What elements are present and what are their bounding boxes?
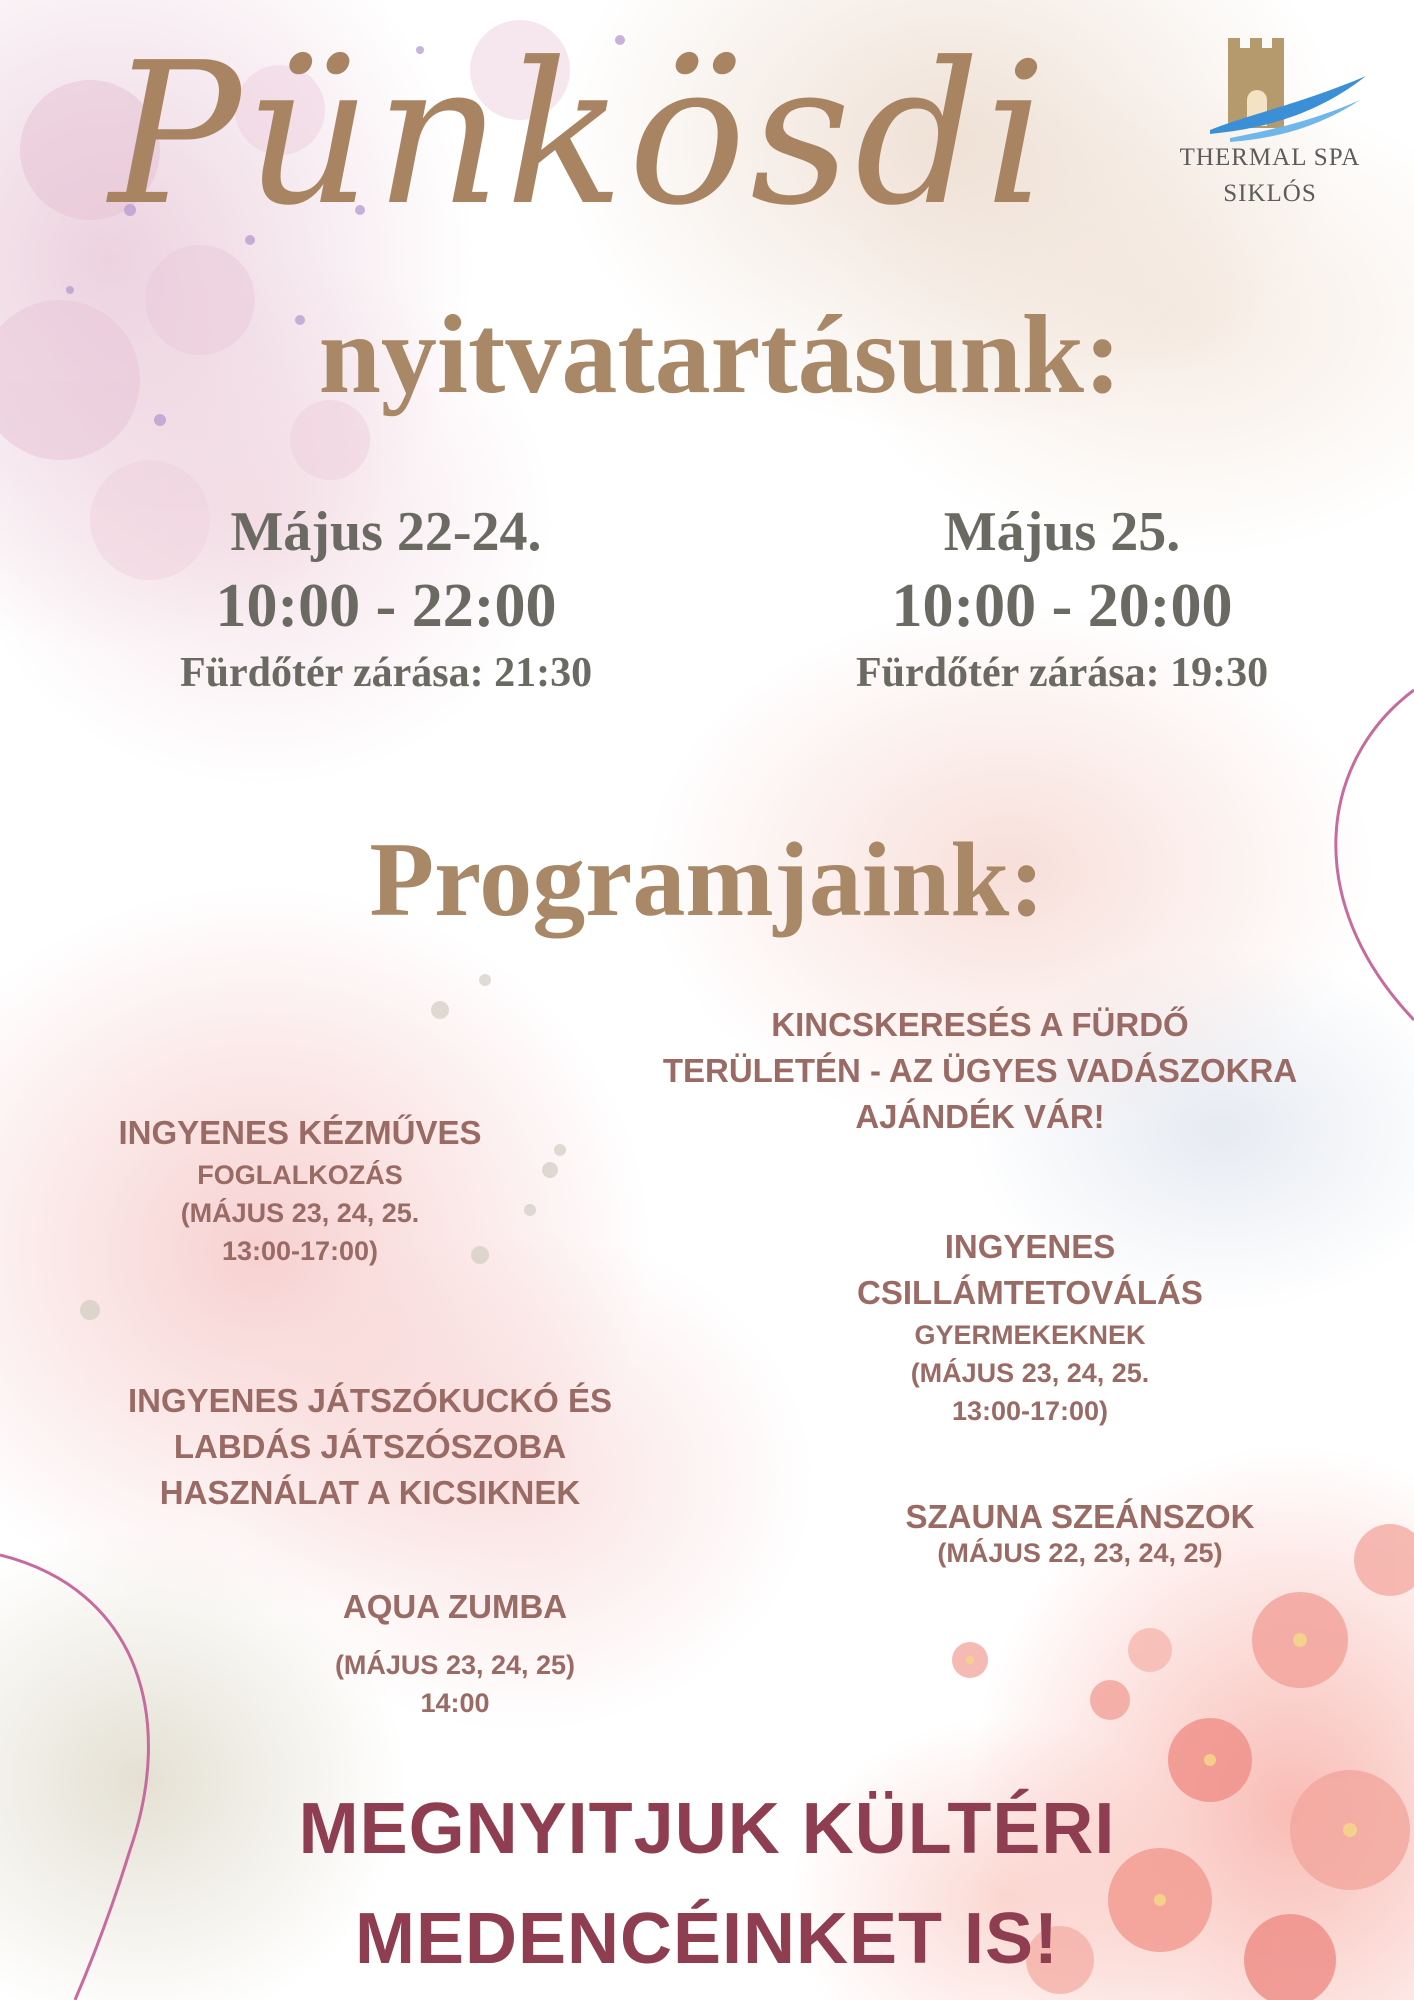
- logo-line1: THERMAL SPA: [1179, 144, 1361, 171]
- program-line: TERÜLETÉN - AZ ÜGYES VADÁSZOKRA: [662, 1052, 1298, 1089]
- program-line: KINCSKERESÉS A FÜRDŐ: [771, 1006, 1189, 1043]
- program-line: INGYENES JÁTSZÓKUCKÓ ÉS: [127, 1382, 613, 1419]
- program-line: AJÁNDÉK VÁR!: [855, 1098, 1105, 1135]
- hours-date: Május 25.: [943, 501, 1181, 563]
- program-title: AQUA ZUMBA: [342, 1588, 568, 1625]
- hours-closing: Fürdőtér zárása: 19:30: [855, 650, 1269, 696]
- program-line: HASZNÁLAT A KICSIKNEK: [159, 1474, 581, 1511]
- announcement-line: MEDENCÉINKET IS!: [354, 1899, 1060, 1979]
- opening-hours-title: nyitvatartásunk:: [318, 293, 1122, 417]
- thermal-spa-logo: [1170, 34, 1370, 224]
- program-sauna: [820, 1496, 1340, 1568]
- hours-closing: Fürdőtér zárása: 21:30: [179, 650, 593, 696]
- program-time: 14:00: [420, 1688, 490, 1718]
- program-title: INGYENES KÉZMŰVES: [118, 1114, 482, 1151]
- announcement-line: MEGNYITJUK KÜLTÉRI: [298, 1789, 1116, 1869]
- outdoor-pools-announcement: [0, 1774, 1414, 1994]
- program-time: 13:00-17:00): [951, 1396, 1109, 1426]
- hours-block-2: [782, 496, 1342, 702]
- program-title: SZAUNA SZEÁNSZOK: [905, 1498, 1255, 1535]
- program-glitter-tattoo: [770, 1224, 1290, 1430]
- program-playroom: [60, 1378, 680, 1516]
- hours-block-1: [106, 496, 666, 702]
- program-zumba: [230, 1584, 680, 1722]
- logo-line2: SIKLÓS: [1223, 180, 1317, 207]
- program-treasure-hunt: [620, 1002, 1340, 1140]
- program-line: CSILLÁMTETOVÁLÁS: [857, 1274, 1203, 1311]
- program-line: LABDÁS JÁTSZÓSZOBA: [173, 1428, 567, 1465]
- program-crafts: [40, 1110, 560, 1270]
- program-subtitle: GYERMEKEKNEK: [914, 1320, 1146, 1350]
- program-dates: (MÁJUS 23, 24, 25.: [910, 1358, 1150, 1388]
- program-dates: (MÁJUS 23, 24, 25.: [180, 1198, 420, 1228]
- program-line: INGYENES: [944, 1228, 1116, 1265]
- hours-date: Május 22-24.: [230, 501, 542, 563]
- program-subtitle: FOGLALKOZÁS: [197, 1160, 403, 1190]
- program-dates: (MÁJUS 23, 24, 25): [334, 1650, 576, 1680]
- castle-wave-icon: [1170, 34, 1370, 144]
- hours-time: 10:00 - 20:00: [891, 572, 1233, 640]
- program-time: 13:00-17:00): [221, 1236, 379, 1266]
- hours-time: 10:00 - 22:00: [215, 572, 557, 640]
- program-dates: (MÁJUS 22, 23, 24, 25): [937, 1538, 1223, 1568]
- script-title: Pünkösdi: [109, 21, 1051, 249]
- programs-title: Programjaink:: [369, 821, 1045, 938]
